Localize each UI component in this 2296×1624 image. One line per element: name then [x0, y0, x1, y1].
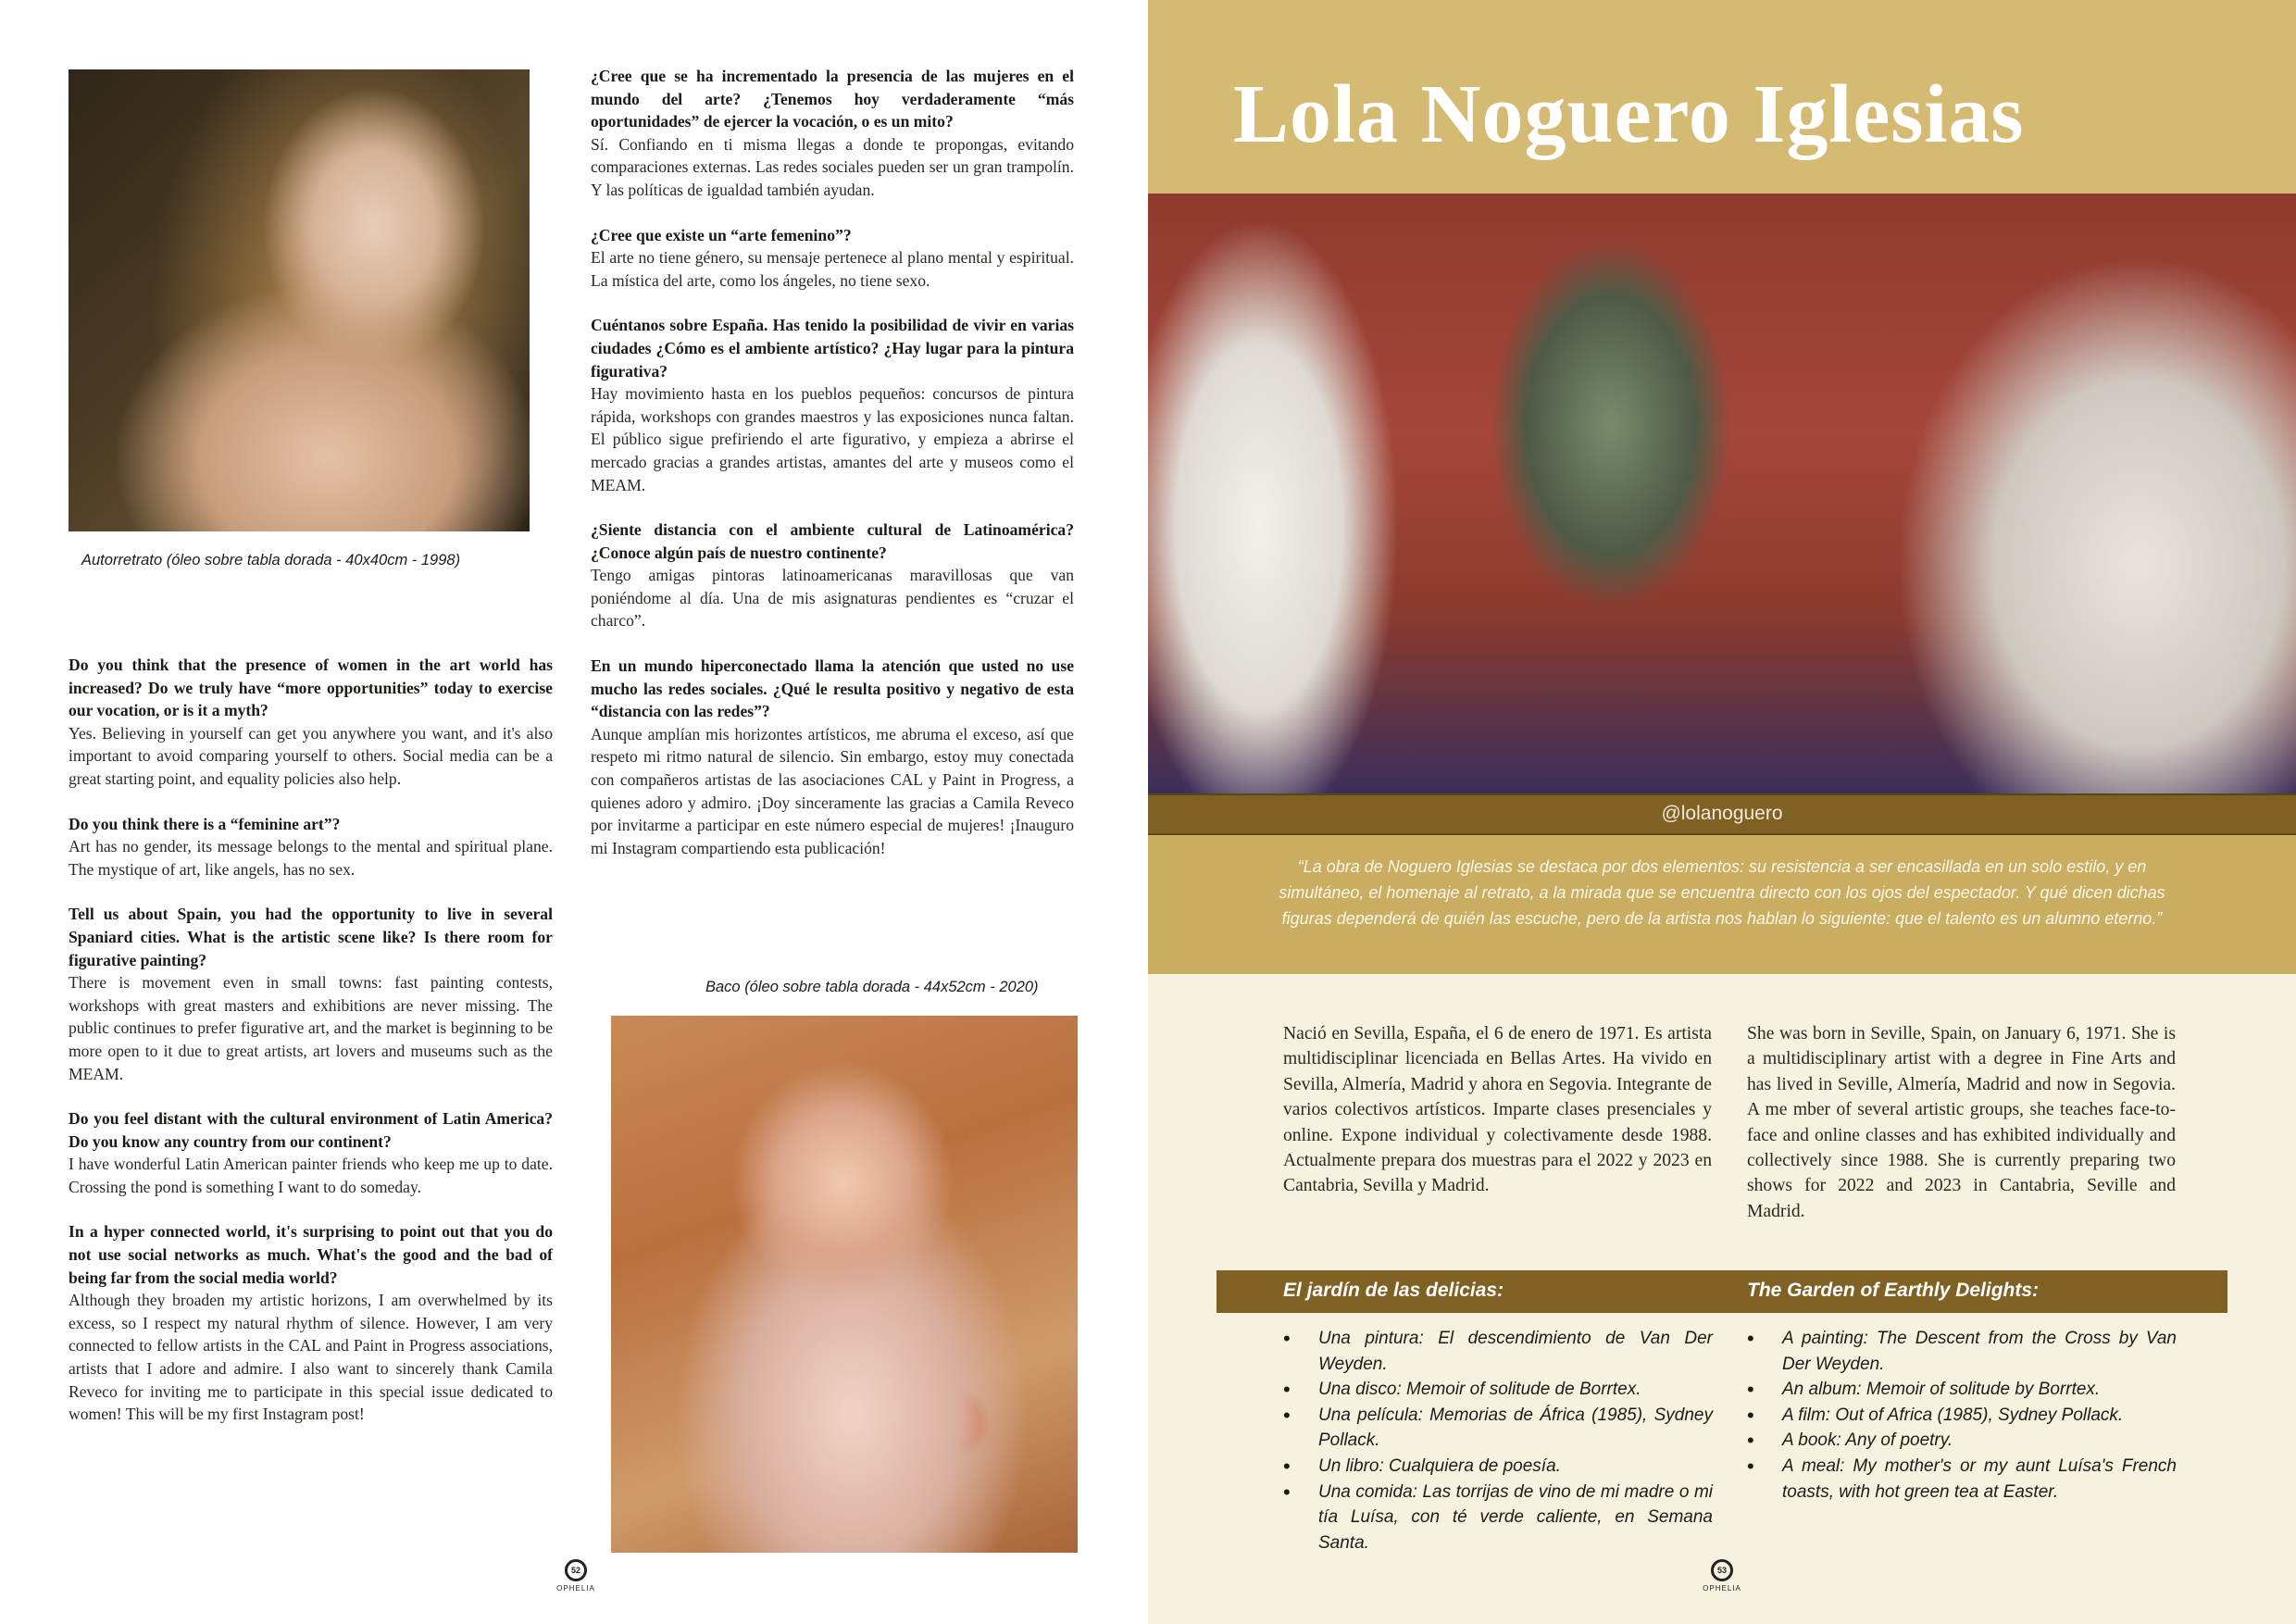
list-item: • Una película: Memorias de África (1985), Sydney Pollack. [1283, 1403, 1713, 1454]
quote-band [1148, 835, 2296, 974]
list-item: • A meal: My mother's or my aunt Luísa's French toasts, with hot green tea at Easter. [1747, 1454, 2177, 1505]
artist-name-title: Lola Noguero Iglesias [1233, 69, 2025, 160]
answer: Hay movimiento hasta en los pueblos pequeños: concursos de pintura rápida, workshops con grandes maestros y las exposiciones nunca faltan. El público sigue prefiriendo el arte figurativo, y empieza a abrirse el mercado gracias a grandes artistas, amantes del arte y museos como el MEAM. [591, 384, 1074, 494]
list-item: • Un libro: Cualquiera de poesía. [1283, 1454, 1713, 1480]
answer: Aunque amplían mis horizontes artísticos, me abruma el exceso, así que respeto mi ritmo natural de silencio. Sin embargo, estoy muy conectada con compañeros artistas de las asociaciones CAL y Paint in Progress, a quienes adoro y admiro. ¡Doy sinceramente las gracias a Camila Reveco por invitarme a participar en este número especial de mujeres! ¡Inauguro mi Instagram compartiendo esta publicación! [591, 724, 1074, 857]
pull-quote: “La obra de Noguero Iglesias se destaca por dos elementos: su resistencia a ser encasillada en un solo estilo, y en simultáneo, el homenaje al retrato, a la mirada que se encuentra directo con los ojos del espectador. Y qué dicen dichas figuras dependerá de quién las escuche, pero de la artista nos hablan lo siguiente: que el talento es un alumno eterno.” [1279, 857, 2165, 928]
list-item: • Una disco: Memoir of solitude de Borrtex. [1283, 1377, 1713, 1403]
qa-block [591, 314, 1074, 496]
brand-logo-text: OPHELIA [1703, 1584, 1741, 1593]
self-portrait-caption: Autorretrato (óleo sobre tabla dorada - 40x40cm - 1998) [81, 552, 461, 568]
page-number-value: 52 [565, 1559, 587, 1581]
favorites-list-spanish [1283, 1326, 1713, 1555]
answer: Although they broaden my artistic horizons, I am overwhelmed by its excess, so I respect my natural rhythm of silence. However, I am very connected to fellow artists in the CAL and Paint in Progress associations, artists that I adore and admire. I also want to sincerely thank Camila Reveco for inviting me to participate in this special issue dedicated to women! This will be my first Instagram post! [69, 1291, 553, 1424]
bacchus-caption: Baco (óleo sobre tabla dorada - 44x52cm - 2020) [705, 979, 1039, 995]
list-item: • A book: Any of poetry. [1747, 1428, 2177, 1454]
question: ¿Cree que existe un “arte femenino”? [591, 225, 852, 244]
qa-block [69, 813, 553, 881]
qa-block [69, 1107, 553, 1198]
question: Do you think there is a “feminine art”? [69, 814, 341, 833]
question: ¿Siente distancia con el ambiente cultural de Latinoamérica? ¿Conoce algún país de nuestro continente? [591, 520, 1074, 562]
favorites-title-english: The Garden of Earthly Delights: [1747, 1280, 2040, 1301]
answer: I have wonderful Latin American painter friends who keep me up to date. Crossing the pond is something I want to do someday. [69, 1155, 553, 1196]
question: En un mundo hiperconectado llama la atención que usted no use mucho las redes sociales. ¿Qué le resulta positivo y negativo de esta “distancia con las redes”? [591, 656, 1074, 721]
qa-block [591, 655, 1074, 859]
list-item: • A film: Out of Africa (1985), Sydney Pollack. [1747, 1403, 2177, 1429]
question: Do you feel distant with the cultural environment of Latin America? Do you know any country from our continent? [69, 1109, 553, 1151]
answer: There is movement even in small towns: fast painting contests, workshops with great masters and exhibitions are never missing. The public continues to prefer figurative art, and the market is beginning to be more open to it due to great artists, art lovers and museums such as the MEAM. [69, 973, 553, 1083]
qa-block [591, 224, 1074, 293]
question: Cuéntanos sobre España. Has tenido la posibilidad de vivir en varias ciudades ¿Cómo es el ambiente artístico? ¿Hay lugar para la pintura figurativa? [591, 316, 1074, 381]
brand-logo-text: OPHELIA [556, 1584, 595, 1593]
bio-spanish: Nació en Sevilla, España, el 6 de enero de 1971. Es artista multidisciplinar licenciada en Bellas Artes. Ha vivido en Sevilla, Almería, Madrid y ahora en Segovia. Integrante de varios colectivos artísticos. Imparte clases presenciales y online. Expone individual y colectivamente desde 1988. Actualmente prepara dos muestras para el 2022 y 2023 en Cantabria, Sevilla y Madrid. [1283, 1024, 1712, 1196]
bio-english: She was born in Seville, Spain, on January 6, 1971. She is a multidisciplinary artist with a degree in Fine Arts and has lived in Seville, Almería, Madrid and now in Segovia. A me mber of several artistic groups, she teaches face-to-face and online classes and has exhibited individually and collectively since 1988. She is currently preparing two shows for 2022 and 2023 in Cantabria, Seville and Madrid. [1747, 1024, 2176, 1221]
qa-block [591, 518, 1074, 632]
list-item: • An album: Memoir of solitude by Borrtex. [1747, 1377, 2177, 1403]
spanish-interview-column [591, 65, 1074, 881]
instagram-handle[interactable]: @lolanoguero [1661, 803, 1783, 824]
favorites-title-spanish: El jardín de las delicias: [1283, 1280, 1504, 1301]
qa-block [591, 65, 1074, 202]
qa-block [69, 903, 553, 1085]
answer: Yes. Believing in yourself can get you anywhere you want, and it's also important to avoid comparing yourself to others. Social media can be a great starting point, and equality policies also help. [69, 723, 553, 788]
page-number-right [1694, 1559, 1750, 1593]
qa-block [69, 654, 553, 791]
question: Do you think that the presence of women in the art world has increased? Do we truly have “more opportunities” today to exercise our vocation, or is it a myth? [69, 656, 553, 720]
list-item: • A painting: The Descent from the Cross by Van Der Weyden. [1747, 1326, 2177, 1377]
answer: Tengo amigas pintoras latinoamericanas maravillosas que van poniéndome al día. Una de mis asignaturas pendientes es “cruzar el charco”. [591, 566, 1074, 631]
answer: Art has no gender, its message belongs to the mental and spiritual plane. The mystique of art, like angels, has no sex. [69, 837, 553, 879]
page-number-left [548, 1559, 604, 1593]
artist-painting-photo [1148, 194, 2296, 793]
list-item: • Una pintura: El descendimiento de Van Der Weyden. [1283, 1326, 1713, 1377]
question: In a hyper connected world, it's surprising to point out that you do not use social networks as much. What's the good and the bad of being far from the social media world? [69, 1222, 553, 1287]
bacchus-painting [611, 1016, 1078, 1553]
question: Tell us about Spain, you had the opportunity to live in several Spaniard cities. What is the artistic scene like? Is there room for figurative painting? [69, 905, 553, 969]
self-portrait-painting [69, 69, 530, 531]
english-interview-column [69, 654, 553, 1448]
list-item: • Una comida: Las torrijas de vino de mi madre o mi tía Luísa, con té verde caliente, en Semana Santa. [1283, 1480, 1713, 1556]
title-band [1148, 0, 2296, 194]
right-page [1148, 0, 2296, 1624]
qa-block [69, 1220, 553, 1425]
favorites-list-english [1747, 1326, 2177, 1505]
page-number-value: 53 [1711, 1559, 1733, 1581]
question: ¿Cree que se ha incrementado la presencia de las mujeres en el mundo del arte? ¿Tenemos hoy verdaderamente “más oportunidades” de ejercer la vocación, o es un mito? [591, 67, 1074, 131]
instagram-handle-bar [1148, 793, 2296, 835]
favorites-header-bar [1217, 1270, 2227, 1313]
answer: El arte no tiene género, su mensaje pertenece al plano mental y espiritual. La mística del arte, como los ángeles, no tiene sexo. [591, 248, 1074, 290]
answer: Sí. Confiando en ti misma llegas a donde te propongas, evitando comparaciones externas. Las redes sociales pueden ser un gran trampolín. Y las políticas de igualdad también ayudan. [591, 134, 1074, 199]
